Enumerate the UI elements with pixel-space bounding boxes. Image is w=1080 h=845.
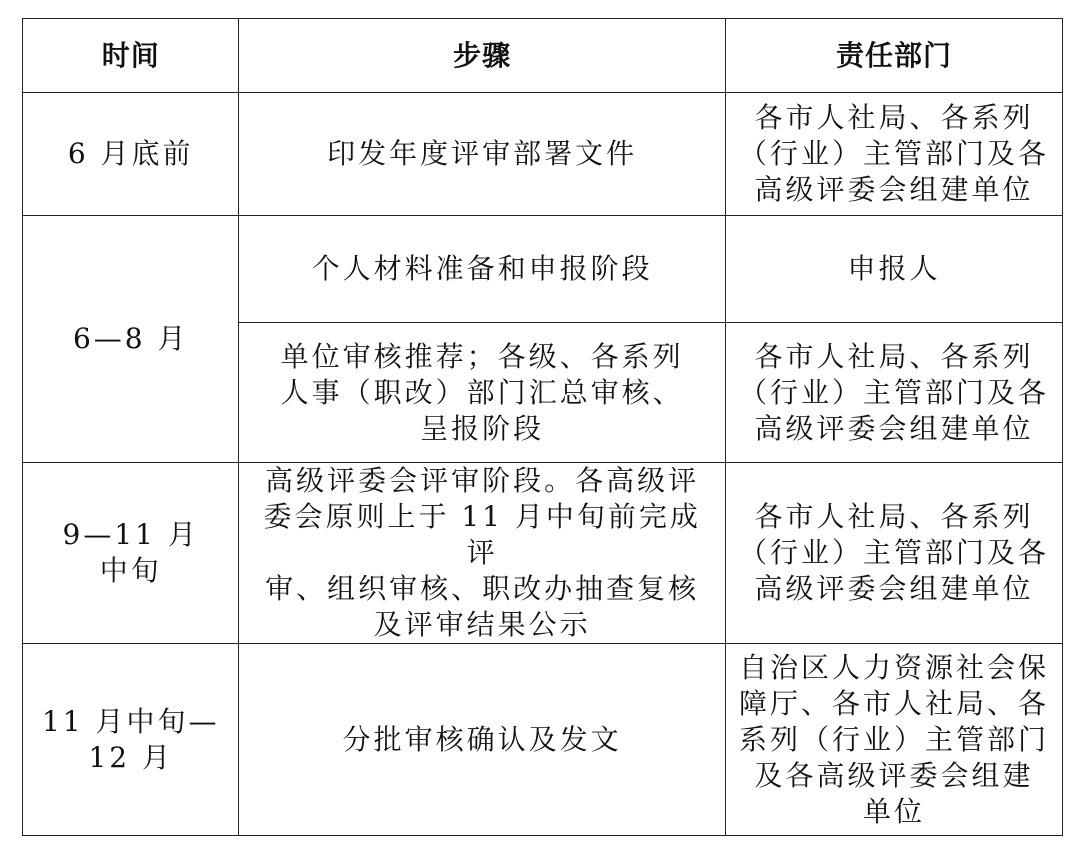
step-text: 分批审核确认及发文 <box>342 722 622 756</box>
time-cell <box>23 93 239 216</box>
step-cell <box>239 463 726 644</box>
table-row <box>23 463 1063 644</box>
dept-text: 自治区人力资源社会保 障厅、各市人社局、各 系列（行业）主管部门 及各高级评委会组建 单位 <box>738 650 1049 828</box>
table-row <box>23 93 1063 216</box>
header-step: 步骤 <box>239 19 726 93</box>
step-text: 单位审核推荐；各级、各系列 人事（职改）部门汇总审核、 呈报阶段 <box>280 339 684 445</box>
dept-cell <box>725 463 1062 644</box>
dept-cell <box>725 323 1062 463</box>
table-row <box>23 644 1063 836</box>
header-time: 时间 <box>23 19 239 93</box>
step-text: 印发年度评审部署文件 <box>327 137 638 170</box>
time-text: 9—11 月 中旬 <box>62 518 199 587</box>
dept-text: 各市人社局、各系列 （行业）主管部门及各 高级评委会组建单位 <box>738 339 1049 445</box>
header-row <box>23 19 1063 93</box>
table-row <box>23 216 1063 323</box>
time-text: 11 月中旬— 12 月 <box>41 704 220 774</box>
dept-cell <box>725 93 1062 216</box>
dept-text: 申报人 <box>847 252 941 285</box>
time-cell <box>23 644 239 836</box>
step-cell <box>239 216 726 323</box>
step-cell <box>239 644 726 836</box>
dept-cell <box>725 644 1062 836</box>
step-text: 高级评委会评审阶段。各高级评 委会原则上于 11 月中旬前完成评 审、组织审核、职改办抽查复核 及评审结果公示 <box>263 464 701 641</box>
step-cell <box>239 93 726 216</box>
time-text: 6 月底前 <box>67 137 194 170</box>
dept-cell <box>725 216 1062 323</box>
dept-text: 各市人社局、各系列 （行业）主管部门及各 高级评委会组建单位 <box>738 101 1049 206</box>
time-cell <box>23 463 239 644</box>
schedule-table <box>22 18 1063 836</box>
time-cell <box>23 216 239 463</box>
step-cell <box>239 323 726 463</box>
step-text: 个人材料准备和申报阶段 <box>311 252 653 285</box>
header-dept: 责任部门 <box>725 19 1062 93</box>
dept-text: 各市人社局、各系列 （行业）主管部门及各 高级评委会组建单位 <box>738 500 1049 605</box>
time-text: 6—8 月 <box>72 322 189 355</box>
